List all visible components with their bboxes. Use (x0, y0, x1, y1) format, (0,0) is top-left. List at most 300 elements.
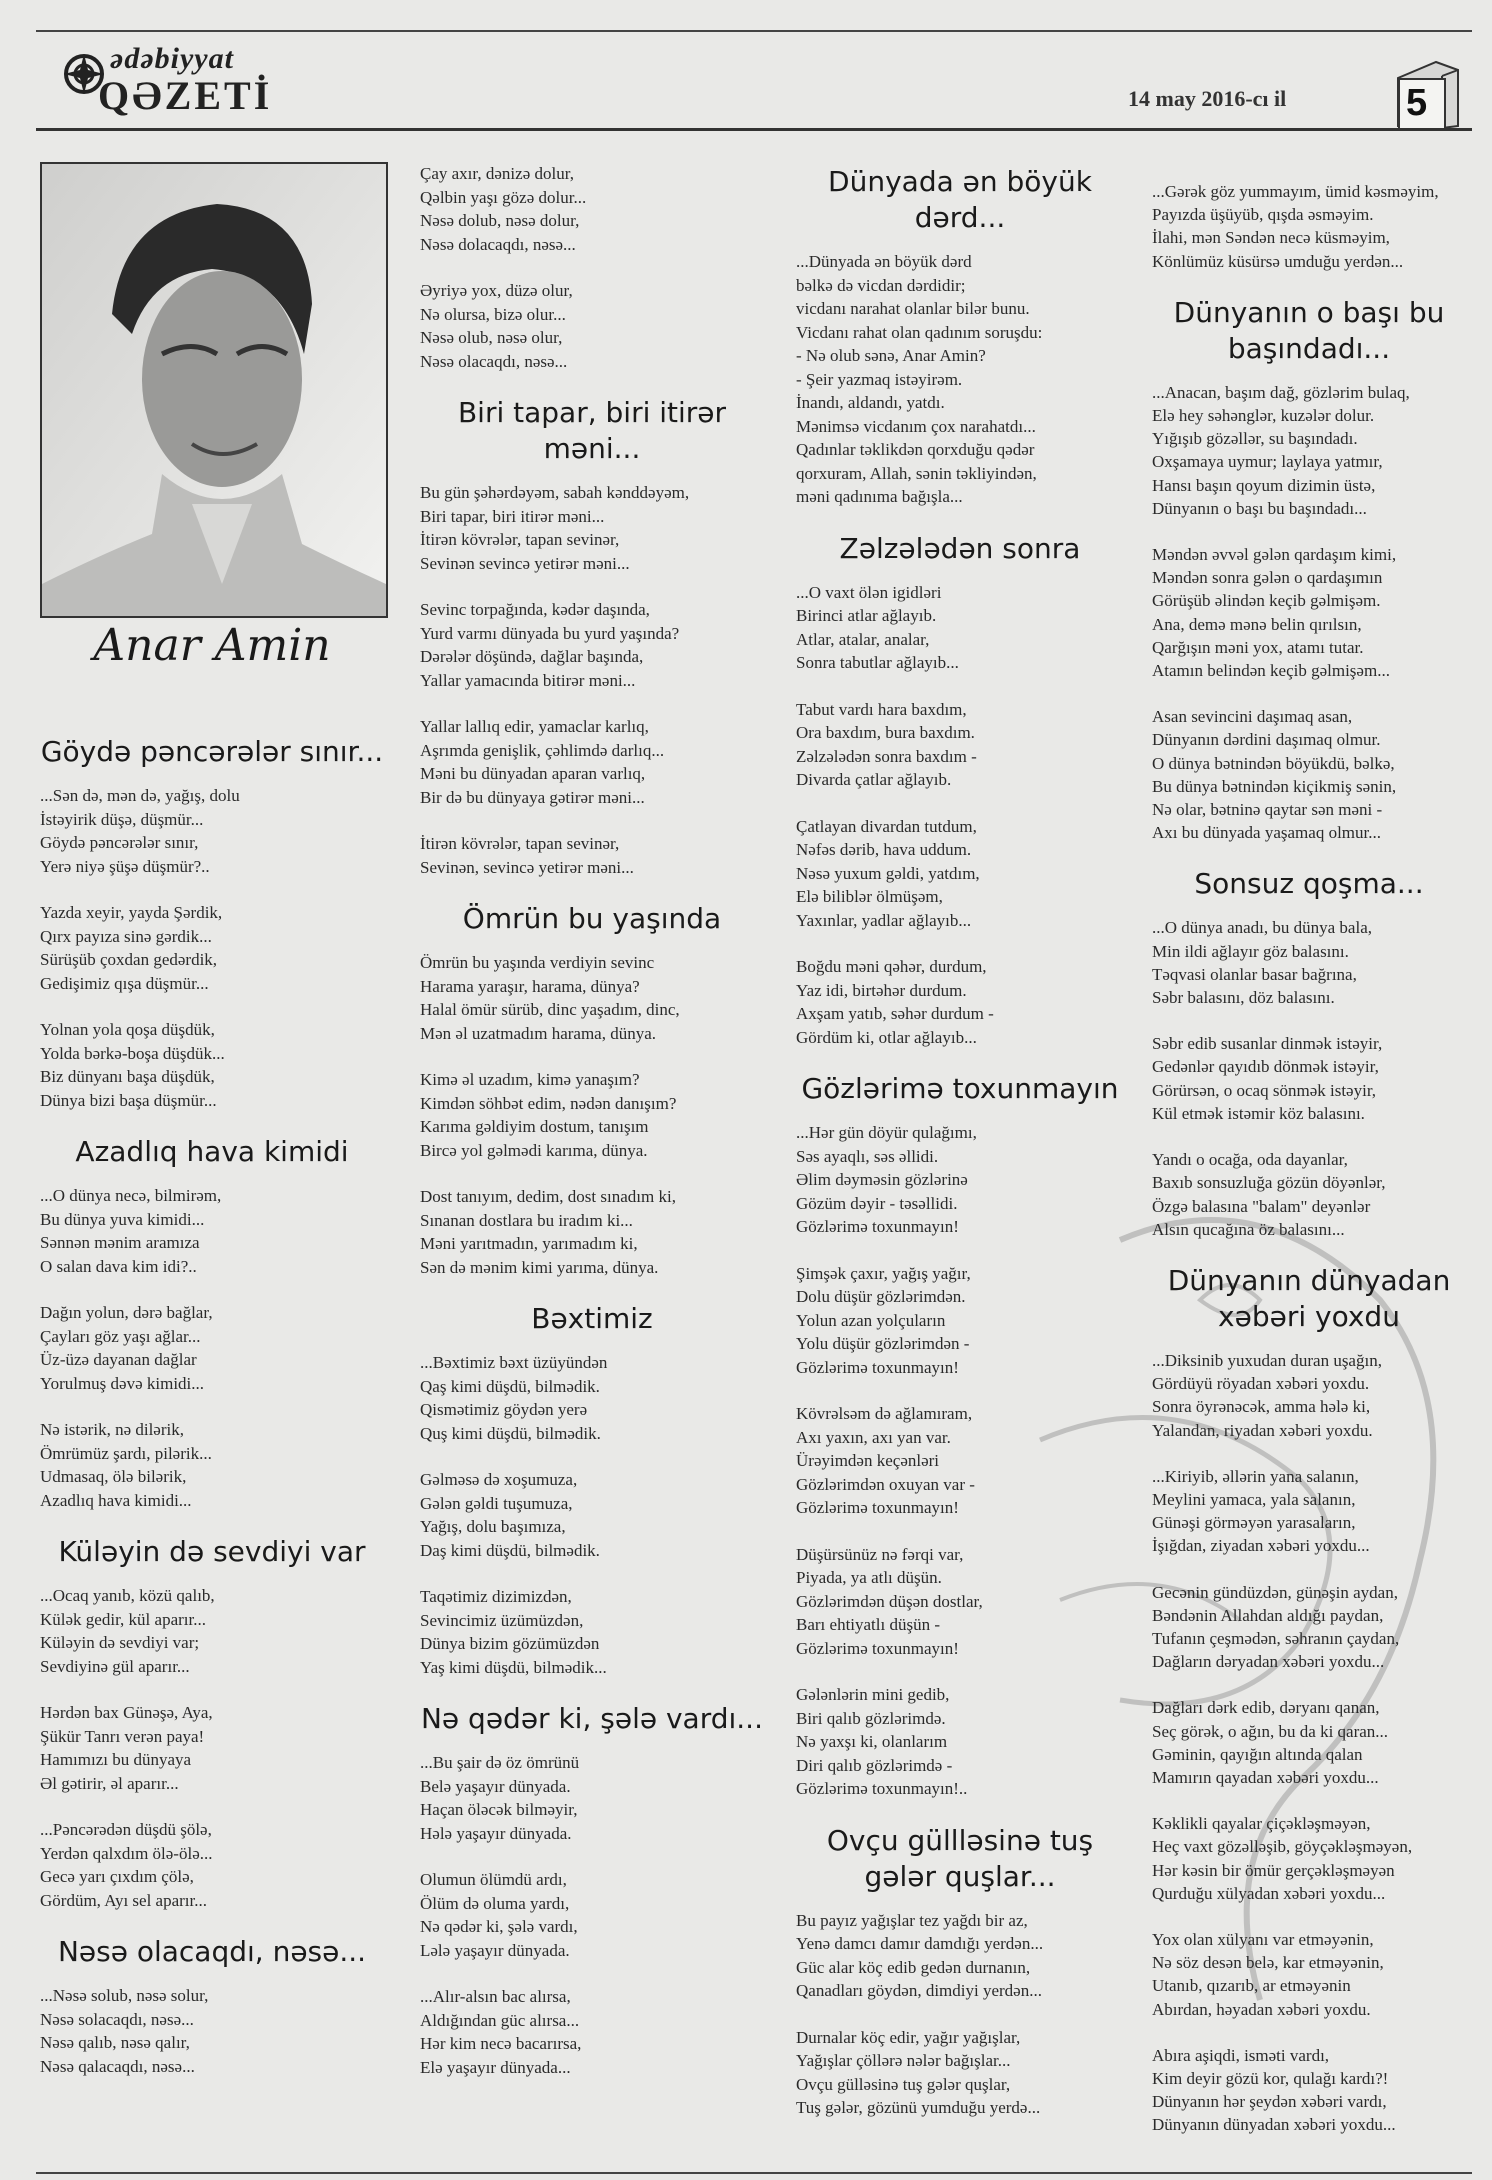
poem (40, 1934, 384, 2078)
poem-line: Biri tapar, biri itirər məni... (420, 506, 605, 526)
page-number: 5 (1406, 82, 1428, 124)
poem-line: Nəsə olub, nəsə olur, (420, 328, 563, 347)
poem-line: Gözlərimə toxunmayın! (796, 1357, 959, 1377)
poem-line: Görürsən, o ocaq sönmək istəyir, (1152, 1080, 1377, 1100)
poem-line: Səbr edib susanlar dinmək istəyir, (1152, 1034, 1383, 1054)
stanza-gap (420, 1045, 772, 1068)
poem-line: O salan dava kim idi?.. (40, 1256, 197, 1276)
poem-line: Yaxınlar, yadlar ağlayıb... (796, 910, 972, 930)
poem-line: Dağın yolun, dərə bağlar, (40, 1303, 213, 1322)
stanza-gap (420, 692, 772, 715)
poem-line: Sevdiyinə gül aparır... (40, 1656, 190, 1676)
poem-title: Bəxtimiz (531, 1302, 653, 1335)
poem-line: İşığdan, ziyadan xəbəri yoxdu... (1152, 1536, 1370, 1556)
poem-line: Yaz idi, birtəhər durdum. (796, 980, 967, 1000)
poem-line: Küləyin də sevdiyi var; (40, 1633, 200, 1652)
poem-line: Taqətimiz dizimizdən, (420, 1587, 572, 1606)
poem-line: Quş kimi düşdü, bilmədik. (420, 1423, 601, 1443)
poem-line: Sonra tabutlar ağlayıb... (796, 653, 959, 672)
poem-line: Seç görək, o ağın, bu da ki qaran... (1152, 1721, 1389, 1741)
poem-line: Könlümüz küsürsə umduğu yerdən... (1152, 251, 1404, 271)
poem-line: Yurd varmı dünyada bu yurd yaşında? (420, 623, 680, 643)
stanza-gap (40, 1678, 384, 1701)
poem-body (412, 162, 772, 373)
poem (412, 395, 772, 879)
poem (40, 1534, 384, 1912)
poem (412, 901, 772, 1279)
poem-line: ...Sən də, mən də, yağış, dolu (40, 786, 240, 805)
poem-line: Üz-üzə dayanan dağlar (40, 1350, 197, 1369)
column-1 (40, 734, 384, 2078)
poem-line: İnandı, aldandı, yatdı. (796, 393, 945, 412)
poem-title: Göydə pəncərələr sınır... (40, 735, 384, 768)
poem-line: ...O vaxt ölən igidləri (796, 582, 942, 602)
poem-line: Bu dünya yuva kimidi... (40, 1209, 205, 1229)
poem-line: Nəsə dolacaqdı, nəsə... (420, 234, 576, 254)
stanza-gap (420, 1962, 772, 1985)
poem-line: Yağışlar çöllərə nələr bağışlar... (796, 2051, 1011, 2070)
poem-line: Tabut vardı hara baxdım, (796, 699, 967, 719)
poem-title: Sonsuz qoşma... (1194, 867, 1424, 901)
poem-line: İtirən kövrələr, tapan sevinər, (420, 530, 620, 549)
stanza-gap (796, 1379, 1130, 1402)
poem-body (790, 1909, 1130, 2120)
poem-title: Zəlzələdən sonra (839, 531, 1081, 565)
poem-line: Sən də mənim kimi yarıma, dünya. (420, 1257, 659, 1277)
stanza-gap (420, 1562, 772, 1585)
poem-line: Göydə pəncərələr sınır, (40, 833, 199, 852)
poem-line: Sənnən mənim aramıza (40, 1233, 200, 1252)
poem-line: Meylini yamaca, yala salanın, (1152, 1489, 1356, 1509)
poem-line: Təqvasi olanlar basar bağrına, (1152, 964, 1357, 984)
poem-line: Bir də bu dünyaya gətirər məni... (420, 787, 645, 807)
poem-line: Hər kim necə bacarırsa, (420, 2034, 582, 2053)
poem-title: Dünyanın dünyadan xəbəri yoxdu (1167, 1263, 1451, 1333)
top-rule (36, 30, 1472, 32)
poem-line: Dünyanın dərdini daşımaq olmur. (1152, 730, 1381, 750)
poem-line: Bu dünya bətnindən kiçikmiş sənin, (1152, 776, 1397, 796)
poem-line: Yandı o ocağa, oda dayanlar, (1152, 1150, 1348, 1170)
poem-line: Qadınlar təklikdən qorxduğu qədər (796, 440, 1035, 459)
stanza-gap (40, 1795, 384, 1818)
poem-line: Məni bu dünyadan aparan varlıq, (420, 764, 646, 783)
poem-line: Bəndənin Allahdan aldığı paydan, (1152, 1605, 1384, 1625)
poem-line: Mamırın qayadan xəbəri yoxdu... (1152, 1767, 1379, 1787)
stanza-gap (420, 575, 772, 598)
poem-line: Şükür Tanrı verən paya! (40, 1726, 205, 1746)
stanza-gap (1152, 1558, 1474, 1581)
poem-line: Yerə niyə şüşə düşmür?.. (40, 856, 210, 876)
poem-line: Tuş gələr, gözünü yumduğu yerdə... (796, 2098, 1041, 2117)
poem (1144, 866, 1474, 1240)
poem-title: Nə qədər ki, şələ vardı... (420, 1702, 763, 1735)
stanza-gap (796, 932, 1130, 955)
poem-line: Gəminin, qayığın altında qalan (1152, 1744, 1363, 1764)
poem-line: Alsın qucağına öz balasını... (1152, 1219, 1345, 1239)
poem-line: Nə olar, bətninə qaytar sən məni - (1152, 800, 1383, 820)
poem-line: Kim deyir gözü kor, qulağı kardı?! (1152, 2068, 1389, 2088)
poem-body (412, 1751, 772, 2079)
poem-line: ...Hər gün döyür qulağımı, (796, 1123, 977, 1142)
stanza-gap (796, 675, 1130, 698)
poem-line: Yox olan xülyanı var etməyənin, (1152, 1929, 1374, 1949)
poem-line: Olumun ölümdü ardı, (420, 1870, 567, 1889)
poem-body (412, 951, 772, 1279)
poem-line: Gördüm ki, otlar ağlayıb... (796, 1027, 977, 1047)
poem-line: Yorulmuş dəvə kimidi... (40, 1373, 205, 1393)
poem (790, 531, 1130, 1050)
poem-line: Hamımızı bu dünyaya (40, 1750, 192, 1769)
poem-line: Ovçu gülləsinə tuş gələr quşlar, (796, 2074, 1011, 2094)
poem-line: Sevinən sevincə yetirər məni... (420, 553, 630, 573)
poem-line: - Nə olub sənə, Anar Amin? (796, 346, 986, 365)
poem-line: Nəsə solacaqdı, nəsə... (40, 2009, 194, 2029)
poem-line: Ürəyimdən keçənləri (796, 1451, 940, 1470)
poem-line: Aldığından güc alırsa... (420, 2010, 580, 2030)
poem-line: Görüşüb əlindən keçib gəlmişəm. (1152, 591, 1381, 611)
poem-line: Kimə əl uzadım, kimə yanaşım? (420, 1070, 640, 1089)
stanza-gap (796, 2003, 1130, 2026)
poem-line: Elə biliblər ölmüşəm, (796, 887, 943, 906)
poem-line: Boğdu məni qəhər, durdum, (796, 957, 987, 976)
poem-line: Sınanan dostlara bu iradım ki... (420, 1210, 633, 1230)
poem-line: Durnalar köç edir, yağır yağışlar, (796, 2027, 1021, 2047)
poem-body (790, 250, 1130, 509)
poem-line: Yalandan, riyadan xəbəri yoxdu. (1152, 1420, 1373, 1440)
stanza-gap (1152, 1673, 1474, 1696)
poem-line: ...Alır-alsın bac alırsa, (420, 1987, 571, 2006)
poem-line: İtirən kövrələr, tapan sevinər, (420, 834, 620, 853)
stanza-gap (796, 792, 1130, 815)
column-4 (1144, 180, 1474, 2137)
poem-line: Gedişimiz qışa düşmür... (40, 973, 209, 993)
poem-line: ...Diksinib yuxudan duran uşağın, (1152, 1350, 1382, 1370)
poem-body (40, 1584, 384, 1912)
stanza-gap (796, 1520, 1130, 1543)
poem-title: Dünyanın o başı bu başındadı... (1173, 295, 1445, 365)
poem-line: Yağış, dolu başımıza, (420, 1517, 566, 1536)
poem-line: Düşürsünüz nə fərqi var, (796, 1544, 964, 1564)
poem-line: Dünyanın hər şeydən xəbəri vardı, (1152, 2092, 1387, 2112)
poem-line: Külək gedir, kül aparır... (40, 1609, 206, 1629)
poem-line: Tufanın çeşmədən, səhranın çaydan, (1152, 1628, 1400, 1648)
poem-line: Dərələr döşündə, dağlar başında, (420, 647, 644, 666)
logo-line2: QƏZETİ (98, 73, 273, 118)
poem-line: Sürüşüb çoxdan gedərdik, (40, 950, 218, 969)
poem-line: Gözlərimə toxunmayın! (796, 1498, 959, 1517)
stanza-gap (796, 1239, 1130, 1262)
poem-line: Əlim dəyməsin gözlərinə (796, 1170, 968, 1189)
poem-line: Dünya bizi başa düşmür... (40, 1090, 217, 1110)
poem-line: Yolnan yola qoşa düşdük, (40, 1020, 215, 1039)
poem-line: Payızda üşüyüb, qışda əsməyim. (1152, 205, 1374, 225)
poem-line: Heç vaxt gözəlləşib, göyçəkləşməyən, (1152, 1837, 1413, 1857)
poem-line: Hələ yaşayır dünyada. (420, 1823, 572, 1843)
poem-line: Asan sevincini daşımaq asan, (1152, 707, 1353, 727)
poem-title: Biri tapar, biri itirər məni... (457, 396, 727, 465)
poem-line: Axşam yatıb, səhər durdum - (796, 1004, 994, 1023)
poem-line: Səbr balasını, döz balasını. (1152, 988, 1335, 1008)
poem-line: Hər kəsin bir ömür gerçəkləşməyən (1152, 1860, 1395, 1880)
poem-line: Nəsə olacaqdı, nəsə... (420, 351, 568, 371)
poem-line: Divarda çatlar ağlayıb. (796, 770, 952, 789)
poem-line: Günəşi görməyən yarasaların, (1152, 1513, 1356, 1533)
poem-line: Elə hey səhənglər, kuzələr dolur. (1152, 406, 1375, 426)
poem (1144, 1263, 1474, 2137)
poem-line: ...O dünya anadı, bu dünya bala, (1152, 918, 1372, 938)
poem-line: ...O dünya necə, bilmirəm, (40, 1186, 222, 1205)
poem-line: Abırdan, həyadan xəbəri yoxdu. (1152, 1999, 1371, 2019)
poem-line: Nə yaxşı ki, olanlarım (796, 1732, 948, 1751)
poem-line: Gecənin gündüzdən, günəşin aydan, (1152, 1582, 1398, 1602)
poem-line: Məndən sonra gələn o qardaşımın (1152, 568, 1383, 588)
poem-line: vicdanı narahat olanlar bilər bunu. (796, 299, 1030, 318)
stanza-gap (1152, 1905, 1474, 1928)
poem-line: Qanadları göydən, dimdiyi yerdən... (796, 1981, 1042, 2000)
poem-line: Gecə yarı çıxdım çölə, (40, 1867, 194, 1886)
stanza-gap (1152, 1789, 1474, 1812)
poem (790, 1071, 1130, 1801)
poem-line: Ömrün bu yaşında verdiyin sevinc (420, 953, 655, 972)
stanza-gap (420, 809, 772, 832)
poem-line: Yolda bərkə-boşa düşdük... (40, 1043, 225, 1063)
poem-line: ...Gərək göz yummayım, ümid kəsməyim, (1152, 182, 1439, 201)
poem-line: Bircə yol gəlmədi karıma, dünya. (420, 1140, 648, 1160)
poem-line: ...Bəxtimiz bəxt üzüyündən (420, 1353, 608, 1372)
poem-line: ...Bu şair də öz ömrünü (420, 1753, 580, 1772)
poem-line: Gözlərimə toxunmayın! (796, 1217, 959, 1236)
poem-line: - Şeir yazmaq istəyirəm. (796, 369, 963, 389)
stanza-gap (420, 1445, 772, 1468)
poem-line: Qurduğu xülyadan xəbəri yoxdu... (1152, 1883, 1386, 1903)
stanza-gap (420, 256, 772, 279)
poem-line: Nəsə qalacaqdı, nəsə... (40, 2056, 195, 2076)
poem (412, 162, 772, 373)
poem-line: Biz dünyanı başa düşdük, (40, 1067, 215, 1086)
poem-line: Gözüm dəyir - təsəllidi. (796, 1193, 958, 1213)
poem-line: Min ildi ağlayır göz balasını. (1152, 941, 1349, 961)
poem-line: Nə olursa, bizə olur... (420, 304, 566, 324)
poem-line: Dünyanın dünyadan xəbəri yoxdu... (1152, 2115, 1396, 2135)
poem-line: Dağları dərk edib, dəryanı qanan, (1152, 1698, 1380, 1718)
stanza-gap (1152, 520, 1474, 543)
poem-line: Məndən əvvəl gələn qardaşım kimi, (1152, 545, 1397, 565)
poem-title: Ömrün bu yaşında (462, 902, 722, 935)
poem-line: Oxşamaya uymur; laylaya yatmır, (1152, 452, 1383, 472)
poem-body (1144, 916, 1474, 1240)
poem-line: Əyriyə yox, düzə olur, (420, 281, 573, 300)
poem-line: Baxıb sonsuzluğa gözün döyənlər, (1152, 1173, 1386, 1193)
poem-line: Gələnlərin mini gedib, (796, 1685, 950, 1704)
bottom-rule (36, 2172, 1472, 2174)
poem-line: Dağların dəryadan xəbəri yoxdu... (1152, 1652, 1385, 1672)
poem-line: Mənimsə vicdanım çox narahatdı... (796, 416, 1036, 436)
poem-line: Hərdən bax Günəşə, Aya, (40, 1703, 213, 1722)
poem-line: Yolun azan yolçuların (796, 1310, 946, 1330)
poem-line: Aşrımda genişlik, çəhlimdə darlıq... (420, 740, 665, 760)
poem-line: Biri qalıb gözlərimdə. (796, 1708, 946, 1728)
poem-body (412, 481, 772, 879)
poem-line: Axı bu dünyada yaşamaq olmur... (1152, 823, 1381, 843)
poem-line: O dünya bətnindən böyükdü, bəlkə, (1152, 753, 1395, 773)
poem-line: Hansı başın qoyum dizimin üstə, (1152, 475, 1376, 495)
poem-line: Qəlbin yaşı gözə dolur... (420, 187, 587, 207)
poem-line: ...Pəncərədən düşdü şölə, (40, 1820, 212, 1839)
poem-line: Yallar yamacında bitirər məni... (420, 670, 636, 690)
poem-line: Bu gün şəhərdəyəm, sabah kənddəyəm, (420, 483, 690, 502)
poem-line: ...Nəsə solub, nəsə solur, (40, 1986, 209, 2005)
poem-line: Gözlərimə toxunmayın!.. (796, 1779, 968, 1798)
poem-line: Kimdən söhbət edim, nədən danışım? (420, 1093, 677, 1113)
poem-line: Çayları göz yaşı ağlar... (40, 1326, 201, 1346)
poem-line: Udmasaq, ölə bilərik, (40, 1467, 187, 1486)
stanza-gap (40, 1395, 384, 1418)
poem-line: Yenə damcı damır damdığı yerdən... (796, 1934, 1044, 1953)
poem (412, 1701, 772, 2079)
poem-line: Yolu düşür gözlərimdən - (796, 1334, 970, 1353)
poem-line: Şimşək çaxır, yağış yağır, (796, 1263, 971, 1283)
poem-line: Ölüm də oluma yardı, (420, 1893, 570, 1913)
poem-body (1144, 180, 1474, 273)
poem-line: Belə yaşayır dünyada. (420, 1776, 571, 1796)
stanza-gap (1152, 682, 1474, 705)
poem-line: Kül etmək istəmir köz balasını. (1152, 1103, 1365, 1123)
poem-line: İstəyirik düşə, düşmür... (40, 809, 204, 829)
poem-line: Qaş kimi düşdü, bilmədik. (420, 1376, 600, 1396)
poem-line: Gəlməsə də xoşumuza, (420, 1470, 578, 1489)
poem-line: ...Kiriyib, əllərin yana salanın, (1152, 1466, 1359, 1486)
poem-line: Nəfəs dərib, hava uddum. (796, 840, 972, 859)
poem-line: Nəsə qalıb, nəsə qalır, (40, 2033, 190, 2052)
poem (790, 1823, 1130, 2120)
poem-line: Gözlərimdən düşən dostlar, (796, 1591, 983, 1611)
poem-body (40, 1984, 384, 2078)
poem-title: Küləyin də sevdiyi var (58, 1535, 366, 1568)
poem-title: Dünyada ən böyük dərd... (828, 165, 1092, 234)
poem-line: Gördüyü röyadan xəbəri yoxdu. (1152, 1374, 1370, 1394)
stanza-gap (40, 1278, 384, 1301)
poem-line: Halal ömür sürüb, dinc yaşadım, dinc, (420, 1000, 680, 1019)
poem-line: Elə yaşayır dünyada... (420, 2057, 571, 2077)
poem-line: Abıra aşiqdi, isməti vardı, (1152, 2045, 1330, 2065)
author-name: Anar Amin (93, 620, 331, 671)
poem-line: Haçan öləcək bilməyir, (420, 1800, 578, 1819)
poem (40, 734, 384, 1112)
stanza-gap (1152, 1442, 1474, 1465)
poem-line: Daş kimi düşdü, bilmədik. (420, 1540, 600, 1560)
poem-line: Dost tanıyım, dedim, dost sınadım ki, (420, 1187, 676, 1206)
poem-line: Yerdən qalxdım ölə-ölə... (40, 1843, 213, 1863)
poem-line: Gələn gəldi tuşumuza, (420, 1493, 573, 1513)
poem-line: Qismətimiz göydən yerə (420, 1400, 588, 1419)
issue-date: 14 may 2016-cı il (1128, 86, 1287, 111)
poem-line: Harama yaraşır, harama, dünya? (420, 976, 640, 996)
poem-line: Nə söz desən belə, kar etməyənin, (1152, 1953, 1384, 1973)
poem-line: Vicdanı rahat olan qadınım soruşdu: (796, 322, 1043, 342)
poem-line: Sevincimiz üzümüzdən, (420, 1610, 584, 1630)
poem-line: Gedənlər qayıdıb dönmək istəyir, (1152, 1057, 1379, 1077)
poem-body (790, 581, 1130, 1050)
poem-line: Çatlayan divardan tutdum, (796, 816, 977, 836)
poem-line: Özgə balasına "balam" deyənlər (1152, 1196, 1371, 1216)
poem-line: Səs ayaqlı, səs əllidi. (796, 1146, 939, 1166)
poem-line: ...Anacan, başım dağ, gözlərim bulaq, (1152, 382, 1410, 402)
stanza-gap (796, 1660, 1130, 1683)
poem-title: Nəsə olacaqdı, nəsə... (57, 1935, 367, 1968)
stanza-gap (1152, 2021, 1474, 2044)
poem-line: Ora baxdım, bura baxdım. (796, 723, 975, 742)
poem-line: Gözlərimə toxunmayın! (796, 1638, 959, 1658)
poem-body (790, 1121, 1130, 1801)
poem-line: Karıma gəldiyim dostum, tanışım (420, 1117, 649, 1136)
poem (40, 1134, 384, 1512)
poem-body (1144, 1349, 1474, 2137)
poem-line: Piyada, ya atlı düşün. (796, 1568, 942, 1587)
poem-line: Yığışıb gözəllər, su başındadı. (1152, 429, 1358, 449)
poem-line: Atamın belindən keçib gəlmişəm... (1152, 661, 1390, 681)
poem-line: Nəsə dolub, nəsə dolur, (420, 211, 580, 230)
poem (790, 164, 1130, 509)
poem-line: Kəklikli qayalar çiçəkləşməyən, (1152, 1814, 1371, 1834)
page-number-badge (1392, 56, 1462, 130)
poem-line: Azadlıq hava kimidi... (40, 1490, 192, 1510)
poem-title: Ovçu güllləsinə tuş gələr quşlar... (826, 1823, 1094, 1893)
stanza-gap (420, 1162, 772, 1185)
stanza-gap (1152, 1125, 1474, 1148)
column-3 (790, 164, 1130, 2120)
stanza-gap (40, 878, 384, 901)
poem-line: Dünyanın o başı bu başındadı... (1152, 498, 1367, 518)
poem (412, 1301, 772, 1679)
poem-line: Məni yarıtmadın, yarımadım ki, (420, 1234, 638, 1253)
poem-line: Qarğışın məni yox, atamı tutar. (1152, 637, 1364, 657)
poem-line: Sevinən, sevincə yetirər məni... (420, 857, 634, 877)
poem-line: Sonra öyrənəcək, amma hələ ki, (1152, 1397, 1371, 1417)
poem-line: Yallar lallıq edir, yamaclar karlıq, (420, 717, 649, 736)
poem-line: Nə qədər ki, şələ vardı, (420, 1917, 578, 1936)
poem-title: Gözlərimə toxunmayın (801, 1072, 1119, 1105)
poem-line: Kövrəlsəm də ağlamıram, (796, 1404, 973, 1423)
stanza-gap (40, 995, 384, 1018)
poem-title: Azadlıq hava kimidi (75, 1135, 349, 1168)
poem-line: Gözlərimdən oxuyan var - (796, 1474, 975, 1494)
poem-line: Lələ yaşayır dünyada. (420, 1940, 570, 1960)
poem-line: Sevinc torpağında, kədər daşında, (420, 600, 650, 619)
poem-line: Çay axır, dənizə dolur, (420, 164, 574, 183)
poem-line: İlahi, mən Səndən necə küsməyim, (1152, 228, 1390, 248)
poem-line: Nəsə yuxum gəldi, yatdım, (796, 863, 980, 883)
poem-body (40, 784, 384, 1112)
poem-body (1144, 381, 1474, 845)
stanza-gap (420, 1845, 772, 1868)
poem-line: Diri qalıb gözlərimdə - (796, 1755, 953, 1775)
poem-line: Əl gətirir, əl aparır... (40, 1773, 179, 1793)
poem-line: Ana, demə mənə belin qırılsın, (1152, 614, 1362, 634)
poem-line: Yazda xeyir, yayda Şərdik, (40, 903, 223, 922)
poem-line: qorxuram, Allah, sənin təkliyindən, (796, 463, 1037, 483)
masthead-logo (62, 38, 322, 128)
poem-line: ...Dünyada ən böyük dərd (796, 252, 972, 271)
poem-line: Utanıb, qızarıb, ar etməyənin (1152, 1976, 1351, 1996)
poem-line: məni qadınıma bağışla... (796, 487, 963, 506)
poem-line: Yaş kimi düşdü, bilmədik... (420, 1657, 607, 1677)
poem-line: Dolu düşür gözlərimdən. (796, 1287, 966, 1306)
header-rule (36, 128, 1472, 131)
column-2 (412, 162, 772, 2079)
logo-line1: ədəbiyyat (110, 42, 234, 75)
poem-line: ...Ocaq yanıb, közü qalıb, (40, 1586, 215, 1605)
poem-body (412, 1351, 772, 1679)
